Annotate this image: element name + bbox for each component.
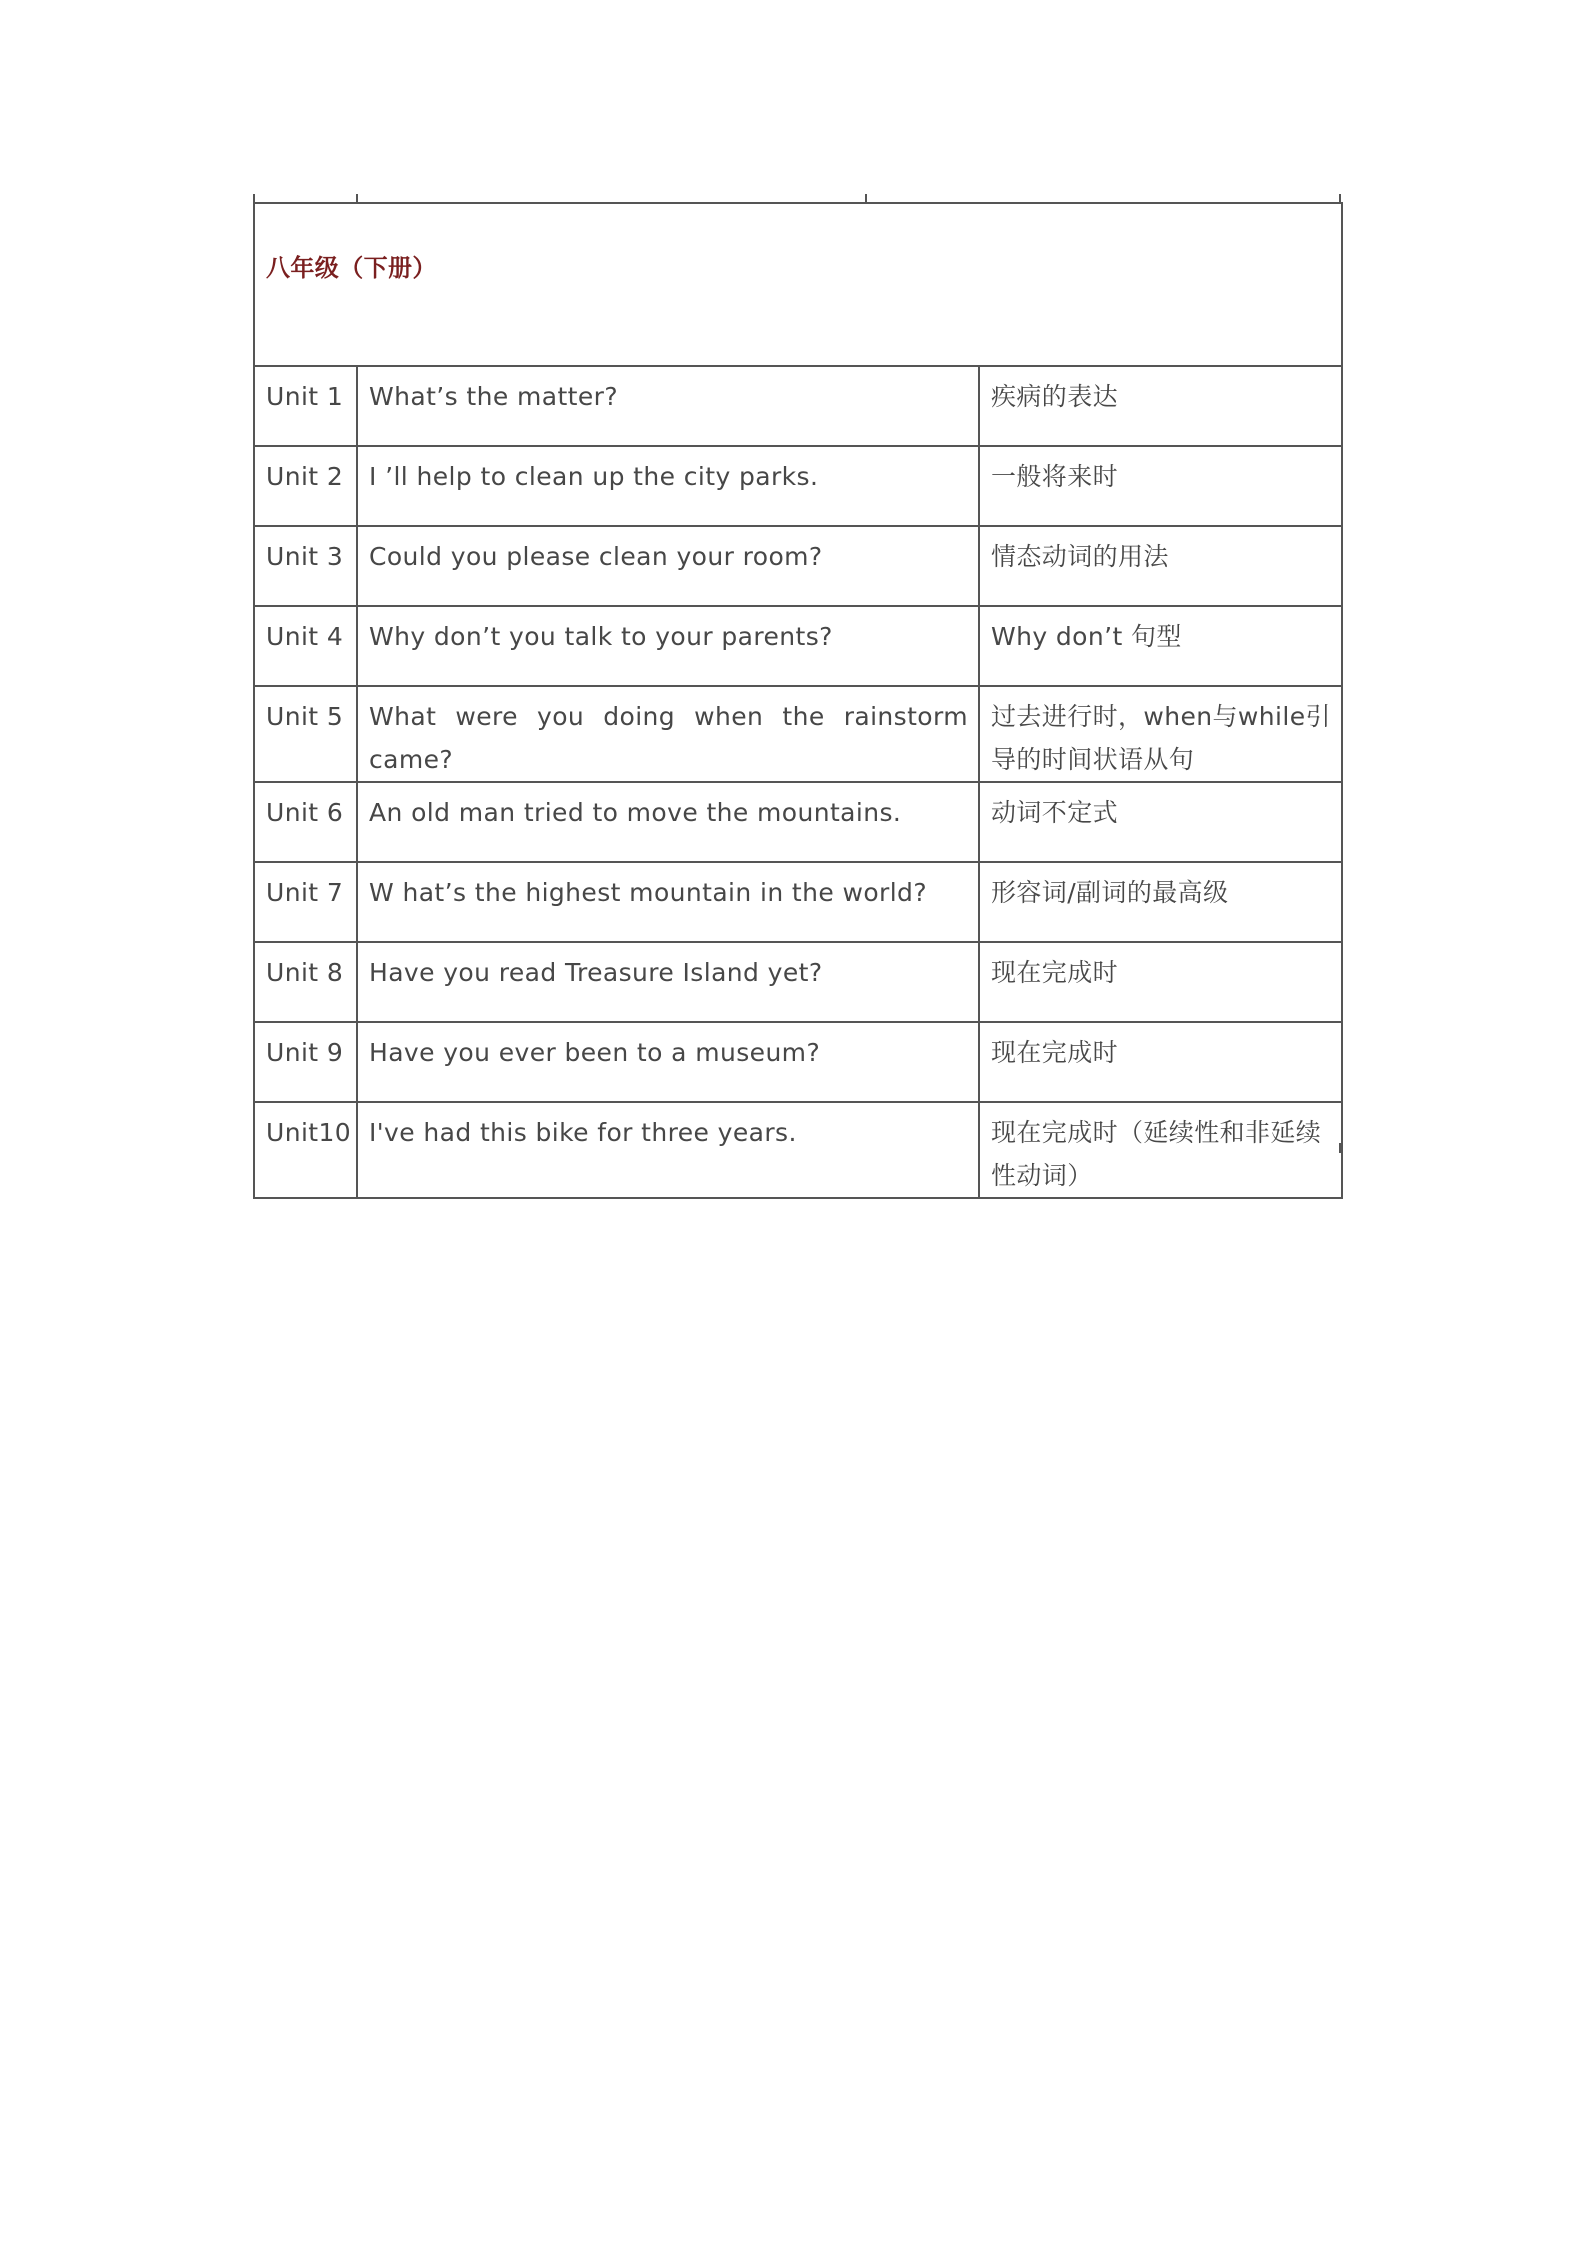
grade-title: 八年级（下册） [254, 203, 1342, 366]
unit-title: Could you please clean your room? [357, 526, 979, 606]
table-top-stub [253, 194, 255, 202]
table-top-stub [1339, 194, 1341, 202]
unit-title: I've had this bike for three years. [357, 1102, 979, 1198]
unit-number: Unit10 [254, 1102, 357, 1198]
unit-number: Unit 2 [254, 446, 357, 526]
unit-title: W hat’s the highest mountain in the world? [357, 862, 979, 942]
table-top-stub [865, 194, 867, 202]
table-row [254, 526, 1342, 606]
unit-grammar: 动词不定式 [979, 782, 1342, 862]
unit-title: What’s the matter? [357, 366, 979, 446]
unit-title: Why don’t you talk to your parents? [357, 606, 979, 686]
unit-grammar: 疾病的表达 [979, 366, 1342, 446]
unit-number: Unit 3 [254, 526, 357, 606]
table-bottom-stub [1339, 1143, 1341, 1153]
units-table [253, 202, 1343, 1199]
unit-title: I ’ll help to clean up the city parks. [357, 446, 979, 526]
unit-title: Have you read Treasure Island yet? [357, 942, 979, 1022]
unit-title: Have you ever been to a museum? [357, 1022, 979, 1102]
table-row [254, 782, 1342, 862]
unit-grammar: 一般将来时 [979, 446, 1342, 526]
unit-number: Unit 4 [254, 606, 357, 686]
table-row [254, 1102, 1342, 1198]
table-row [254, 446, 1342, 526]
unit-grammar: 现在完成时 [979, 1022, 1342, 1102]
unit-number: Unit 7 [254, 862, 357, 942]
grade-header-row [254, 203, 1342, 366]
unit-number: Unit 8 [254, 942, 357, 1022]
table-row [254, 942, 1342, 1022]
unit-number: Unit 9 [254, 1022, 357, 1102]
unit-title: What were you doing when the rainstorm came? [357, 686, 979, 782]
unit-title: An old man tried to move the mountains. [357, 782, 979, 862]
unit-grammar: 现在完成时 [979, 942, 1342, 1022]
unit-grammar: 现在完成时（延续性和非延续性动词） [979, 1102, 1342, 1198]
table-row [254, 686, 1342, 782]
table-row [254, 1022, 1342, 1102]
unit-grammar: 形容词/副词的最高级 [979, 862, 1342, 942]
unit-number: Unit 5 [254, 686, 357, 782]
table-row [254, 862, 1342, 942]
unit-number: Unit 6 [254, 782, 357, 862]
table-top-stub [356, 194, 358, 202]
unit-grammar: Why don’t 句型 [979, 606, 1342, 686]
unit-grammar: 过去进行时，when与while引导的时间状语从句 [979, 686, 1342, 782]
table-row [254, 366, 1342, 446]
table-bottom-stub [253, 1143, 255, 1153]
unit-number: Unit 1 [254, 366, 357, 446]
unit-grammar: 情态动词的用法 [979, 526, 1342, 606]
table-row [254, 606, 1342, 686]
